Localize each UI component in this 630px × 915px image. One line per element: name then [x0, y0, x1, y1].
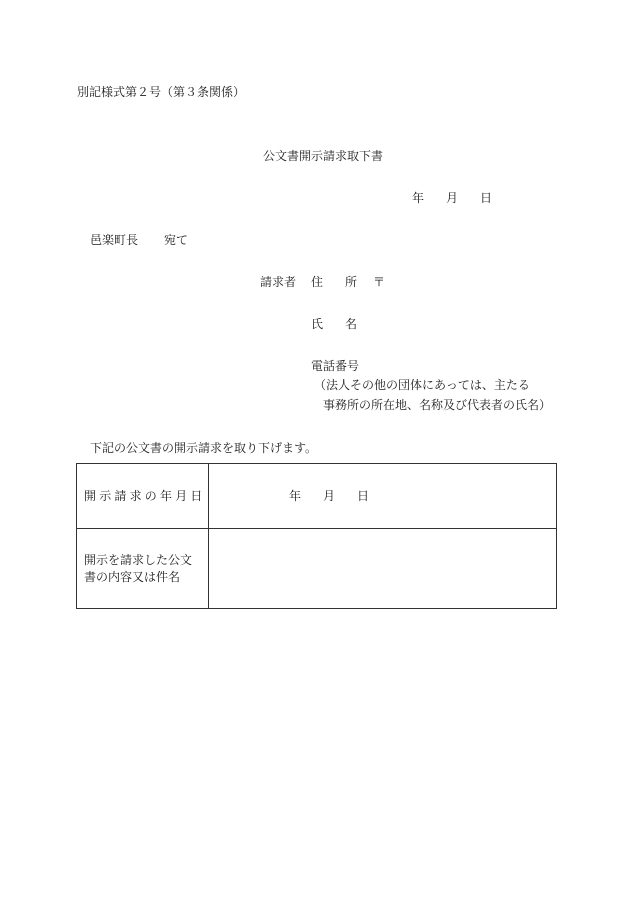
- address-label-char1: 住: [311, 275, 324, 289]
- table-row-document-subject: [77, 529, 557, 609]
- request-date-value: [209, 488, 556, 505]
- table-row-request-date: [77, 464, 557, 529]
- address-label-char2: 所: [345, 275, 358, 289]
- postal-mark: 〒: [373, 275, 386, 289]
- request-date-label: 開示請求の年月日: [84, 488, 206, 503]
- document-subject-label-cell: [77, 529, 209, 609]
- request-date-label-cell: [77, 464, 209, 529]
- name-label-char2: 名: [345, 317, 358, 331]
- date-day-label: 日: [480, 191, 493, 205]
- request-date-day: 日: [357, 488, 370, 503]
- addressee-honorific: 宛て: [164, 233, 189, 247]
- request-date-value-cell: [209, 464, 557, 529]
- request-date-year: 年: [289, 488, 302, 503]
- date-year-label: 年: [412, 191, 425, 205]
- date-month-label: 月: [446, 191, 459, 205]
- withdrawal-details-table: [76, 463, 557, 609]
- submission-date: [412, 190, 492, 206]
- document-title-text: 公文書開示請求取下書: [262, 149, 383, 163]
- corporate-note-line2: 事務所の所在地、名称及び代表者の氏名）: [323, 398, 552, 412]
- intro-statement: 下記の公文書の開示請求を取り下げます。: [90, 441, 318, 455]
- name-label-char1: 氏: [311, 317, 324, 331]
- document-title: [0, 148, 630, 164]
- addressee: [90, 232, 188, 248]
- name-field: [311, 316, 357, 332]
- form-number: 別記様式第２号（第３条関係）: [77, 85, 246, 99]
- phone-field-label: 電話番号: [311, 359, 360, 373]
- address-field: [311, 274, 385, 290]
- addressee-name: 邑楽町長: [90, 233, 139, 247]
- corporate-note-line1: （法人その他の団体にあっては、主たる: [314, 378, 530, 392]
- request-date-month: 月: [323, 488, 336, 503]
- requester-label: 請求者: [260, 275, 297, 289]
- document-subject-label: 開示を請求した公文書の内容又は件名: [84, 552, 193, 584]
- document-subject-value-cell: [209, 529, 557, 609]
